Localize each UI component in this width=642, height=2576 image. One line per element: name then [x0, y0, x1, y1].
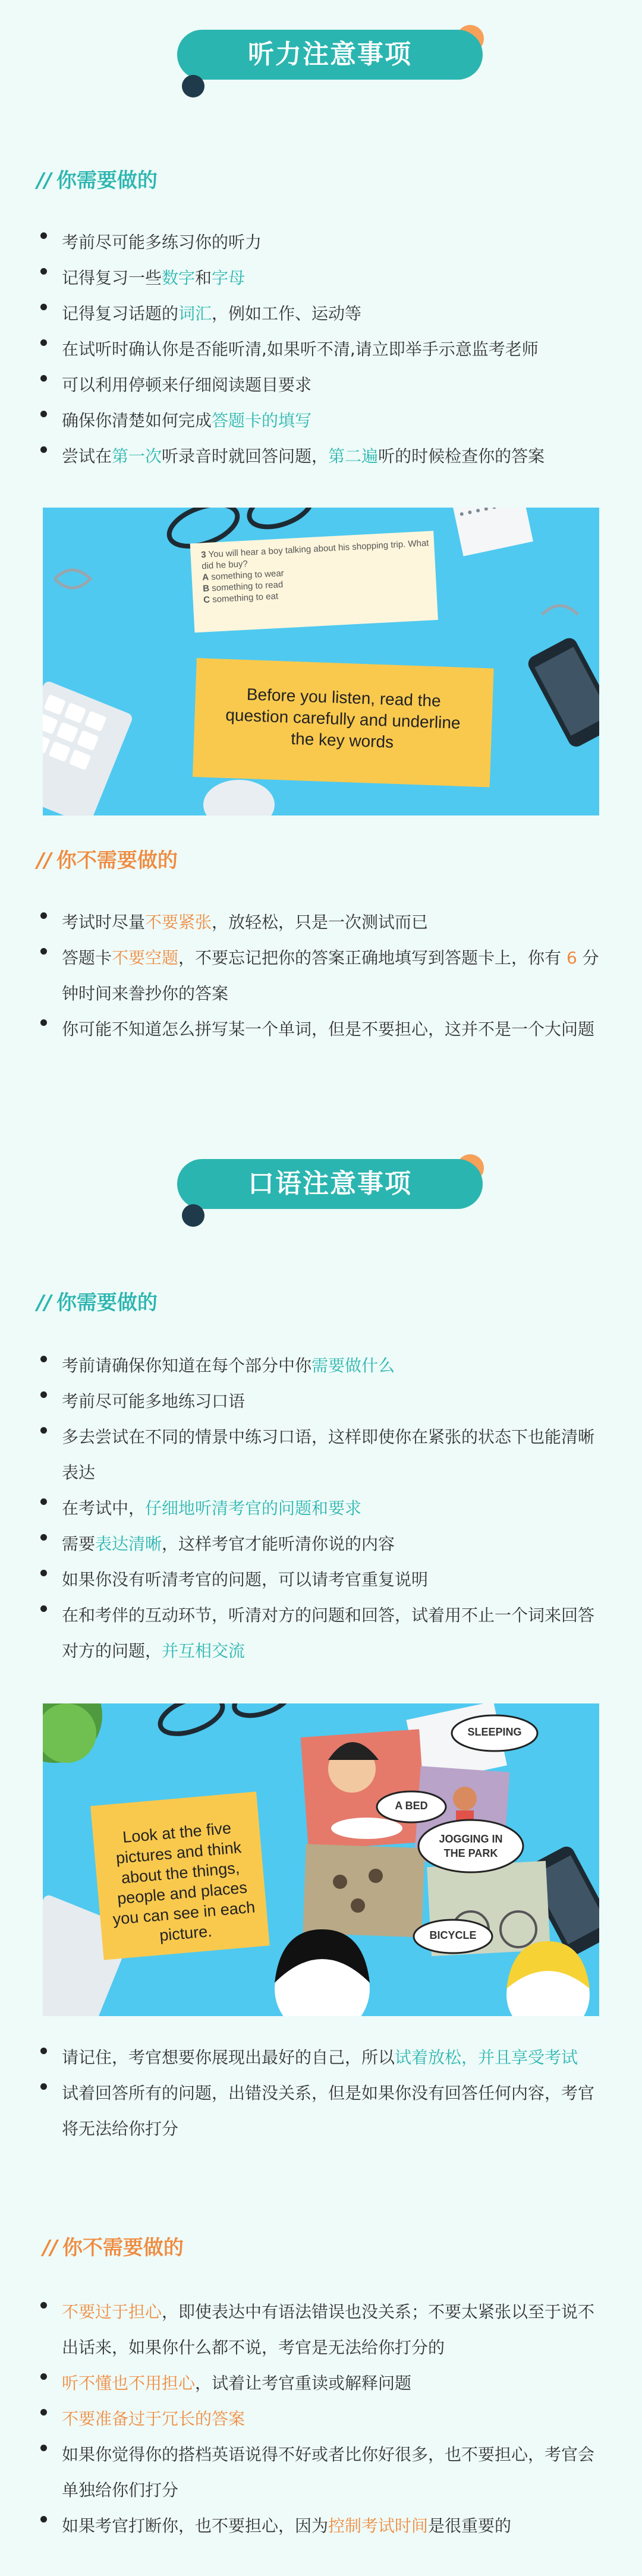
- list-text: 需要: [62, 1534, 96, 1554]
- list-text: 如果你觉得你的搭档英语说得不好或者比你好很多，也不要担心，考官会单独给你们打分: [62, 2445, 595, 2500]
- list-item: [37, 2401, 608, 2437]
- option-c: something to eat: [212, 591, 279, 605]
- list-text: 考试时尽量: [62, 912, 146, 932]
- list-text: 多去尝试在不同的情景中练习口语，这样即使你在紧张的状态下也能清晰表达: [62, 1427, 595, 1482]
- list-text: ，放轻松，只是一次测试而已: [212, 912, 429, 932]
- list-text: ，即使表达中有语法错误也没关系；不要太紧张以至于说不出话来，如果你什么都不说，考官是无法给你打分的: [62, 2302, 595, 2357]
- highlight-orange: 听不懂也不用担心: [62, 2373, 196, 2393]
- highlight-teal: 第一次: [112, 446, 162, 466]
- list-item: [37, 296, 608, 332]
- option-a: something to wear: [210, 568, 285, 582]
- listening-banner: [0, 0, 642, 101]
- highlight-teal: 仔细地听清考官的问题和要求: [145, 1498, 362, 1518]
- highlight-orange: 不要准备过于冗长的答案: [62, 2409, 246, 2429]
- list-item: [37, 2366, 608, 2401]
- bubble-bicycle: BICYCLE: [429, 1929, 477, 1941]
- highlight-orange: 不要紧张: [145, 912, 212, 932]
- listening-illustration: [43, 508, 599, 815]
- list-item: [37, 1419, 608, 1491]
- list-item: [37, 1562, 608, 1598]
- list-text: 在试听时确认你是否能听清,如果听不清,请立即举手示意监考老师: [62, 339, 539, 359]
- list-text: 考前尽可能多练习你的听力: [62, 232, 262, 252]
- list-text: ，不要忘记把你的答案正确地填写到答题卡上，你有: [178, 948, 567, 968]
- speaking-todo-heading: // 你需要做的: [37, 1291, 158, 1315]
- list-item: [37, 2294, 608, 2366]
- highlight-teal: 表达清晰: [95, 1534, 162, 1554]
- list-text: ，这样考官才能听清你说的内容: [162, 1534, 395, 1554]
- speaking-todo-list-continued: [37, 2040, 608, 2147]
- list-text: 尝试在: [62, 446, 112, 466]
- list-text: 可以利用停顿来仔细阅读题目要求: [62, 375, 312, 395]
- list-item: [37, 1348, 608, 1384]
- decor-dot-navy: [182, 1204, 204, 1227]
- listening-title: 听力注意事项: [177, 30, 483, 80]
- list-item: [37, 1012, 608, 1047]
- list-item: [37, 1384, 608, 1419]
- question-number: 3: [200, 549, 207, 560]
- bubble-sleeping: SLEEPING: [467, 1726, 522, 1738]
- listening-nottodo-list: [37, 905, 608, 1047]
- speaking-title: 口语注意事项: [177, 1159, 483, 1209]
- list-text: 考前尽可能多地练习口语: [62, 1391, 246, 1411]
- list-text: 是很重要的: [428, 2516, 512, 2536]
- listening-sticky-note: Before you listen, read the question carefully and underline the key words: [225, 685, 461, 751]
- list-text: 确保你清楚如何完成: [62, 411, 212, 430]
- list-item: [37, 260, 608, 296]
- bubble-jogging: JOGGING IN THE PARK: [439, 1833, 503, 1859]
- list-text: 记得复习话题的: [62, 304, 179, 323]
- list-item: [37, 1598, 608, 1669]
- list-item: [37, 225, 608, 260]
- list-text: 如果考官打断你，也不要担心，因为: [62, 2516, 329, 2536]
- question-card: 3 You will hear a boy talking about his shopping trip. What did he buy? A something to wear B something to read C something to eat: [200, 538, 429, 606]
- speaking-nottodo-heading: // 你不需要做的: [43, 2236, 184, 2260]
- highlight-orange: 6: [566, 948, 577, 968]
- list-item: [37, 439, 608, 474]
- speaking-sticky-note: Look at the five pictures and think about the things, people and places you can see in each picture.: [112, 1819, 256, 1945]
- bubble-a-bed: A BED: [395, 1800, 428, 1812]
- list-text: 答题卡: [62, 948, 112, 968]
- speaking-todo-list: [37, 1348, 608, 1669]
- speaking-nottodo-list: [37, 2294, 608, 2544]
- highlight-orange: 控制考试时间: [328, 2516, 429, 2536]
- listening-todo-heading: // 你需要做的: [37, 169, 158, 193]
- list-text: 试着回答所有的问题，出错没关系，但是如果你没有回答任何内容，考官将无法给你打分: [62, 2083, 595, 2139]
- list-text: 分钟时间来誊抄你的答案: [62, 948, 599, 1003]
- list-item: [37, 1491, 608, 1526]
- list-text: 和: [195, 268, 212, 288]
- highlight-teal: 需要做什么: [311, 1356, 395, 1375]
- highlight-teal: 答题卡的填写: [212, 411, 312, 430]
- list-item: [37, 2508, 608, 2544]
- list-text: 记得复习一些: [62, 268, 162, 288]
- option-b: something to read: [211, 580, 284, 594]
- list-item: [37, 2076, 608, 2147]
- list-text: ，例如工作、运动等: [212, 304, 362, 323]
- highlight-teal: 并互相交流: [162, 1641, 246, 1661]
- list-text: 请记住，考官想要你展现出最好的自己，所以: [62, 2048, 395, 2067]
- speaking-banner: [0, 1129, 642, 1230]
- list-text: 如果你没有听清考官的问题，可以请考官重复说明: [62, 1570, 429, 1589]
- question-text: You will hear a boy talking about his shopping trip. What did he buy?: [201, 538, 429, 572]
- list-text: 听的时候检查你的答案: [378, 446, 545, 466]
- listening-nottodo-heading: // 你不需要做的: [37, 849, 178, 873]
- list-item: [37, 1526, 608, 1562]
- speaking-illustration: [43, 1703, 599, 2016]
- list-item: [37, 905, 608, 940]
- list-item: [37, 2437, 608, 2508]
- highlight-teal: 第二遍: [328, 446, 379, 466]
- highlight-teal: 词汇: [178, 304, 212, 323]
- list-text: 听录音时就回答问题，: [162, 446, 329, 466]
- list-item: [37, 940, 608, 1012]
- list-text: 你可能不知道怎么拼写某一个单词，但是不要担心，这并不是一个大问题: [62, 1019, 595, 1039]
- list-item: [37, 403, 608, 439]
- list-item: [37, 332, 608, 367]
- list-item: [37, 2040, 608, 2076]
- highlight-teal: 字母: [212, 268, 246, 288]
- list-text: 在和考伴的互动环节，听清对方的问题和回答，试着用不止一个词来回答对方的问题，: [62, 1605, 595, 1661]
- listening-todo-list: [37, 225, 608, 474]
- decor-dot-navy: [182, 75, 204, 97]
- list-text: ，试着让考官重读或解释问题: [195, 2373, 412, 2393]
- highlight-teal: 数字: [162, 268, 196, 288]
- highlight-orange: 不要过于担心: [62, 2302, 162, 2322]
- highlight-orange: 不要空题: [112, 948, 179, 968]
- list-text: 在考试中，: [62, 1498, 146, 1518]
- highlight-teal: 试着放松，并且享受考试: [395, 2048, 578, 2067]
- list-item: [37, 367, 608, 403]
- list-text: 考前请确保你知道在每个部分中你: [62, 1356, 312, 1375]
